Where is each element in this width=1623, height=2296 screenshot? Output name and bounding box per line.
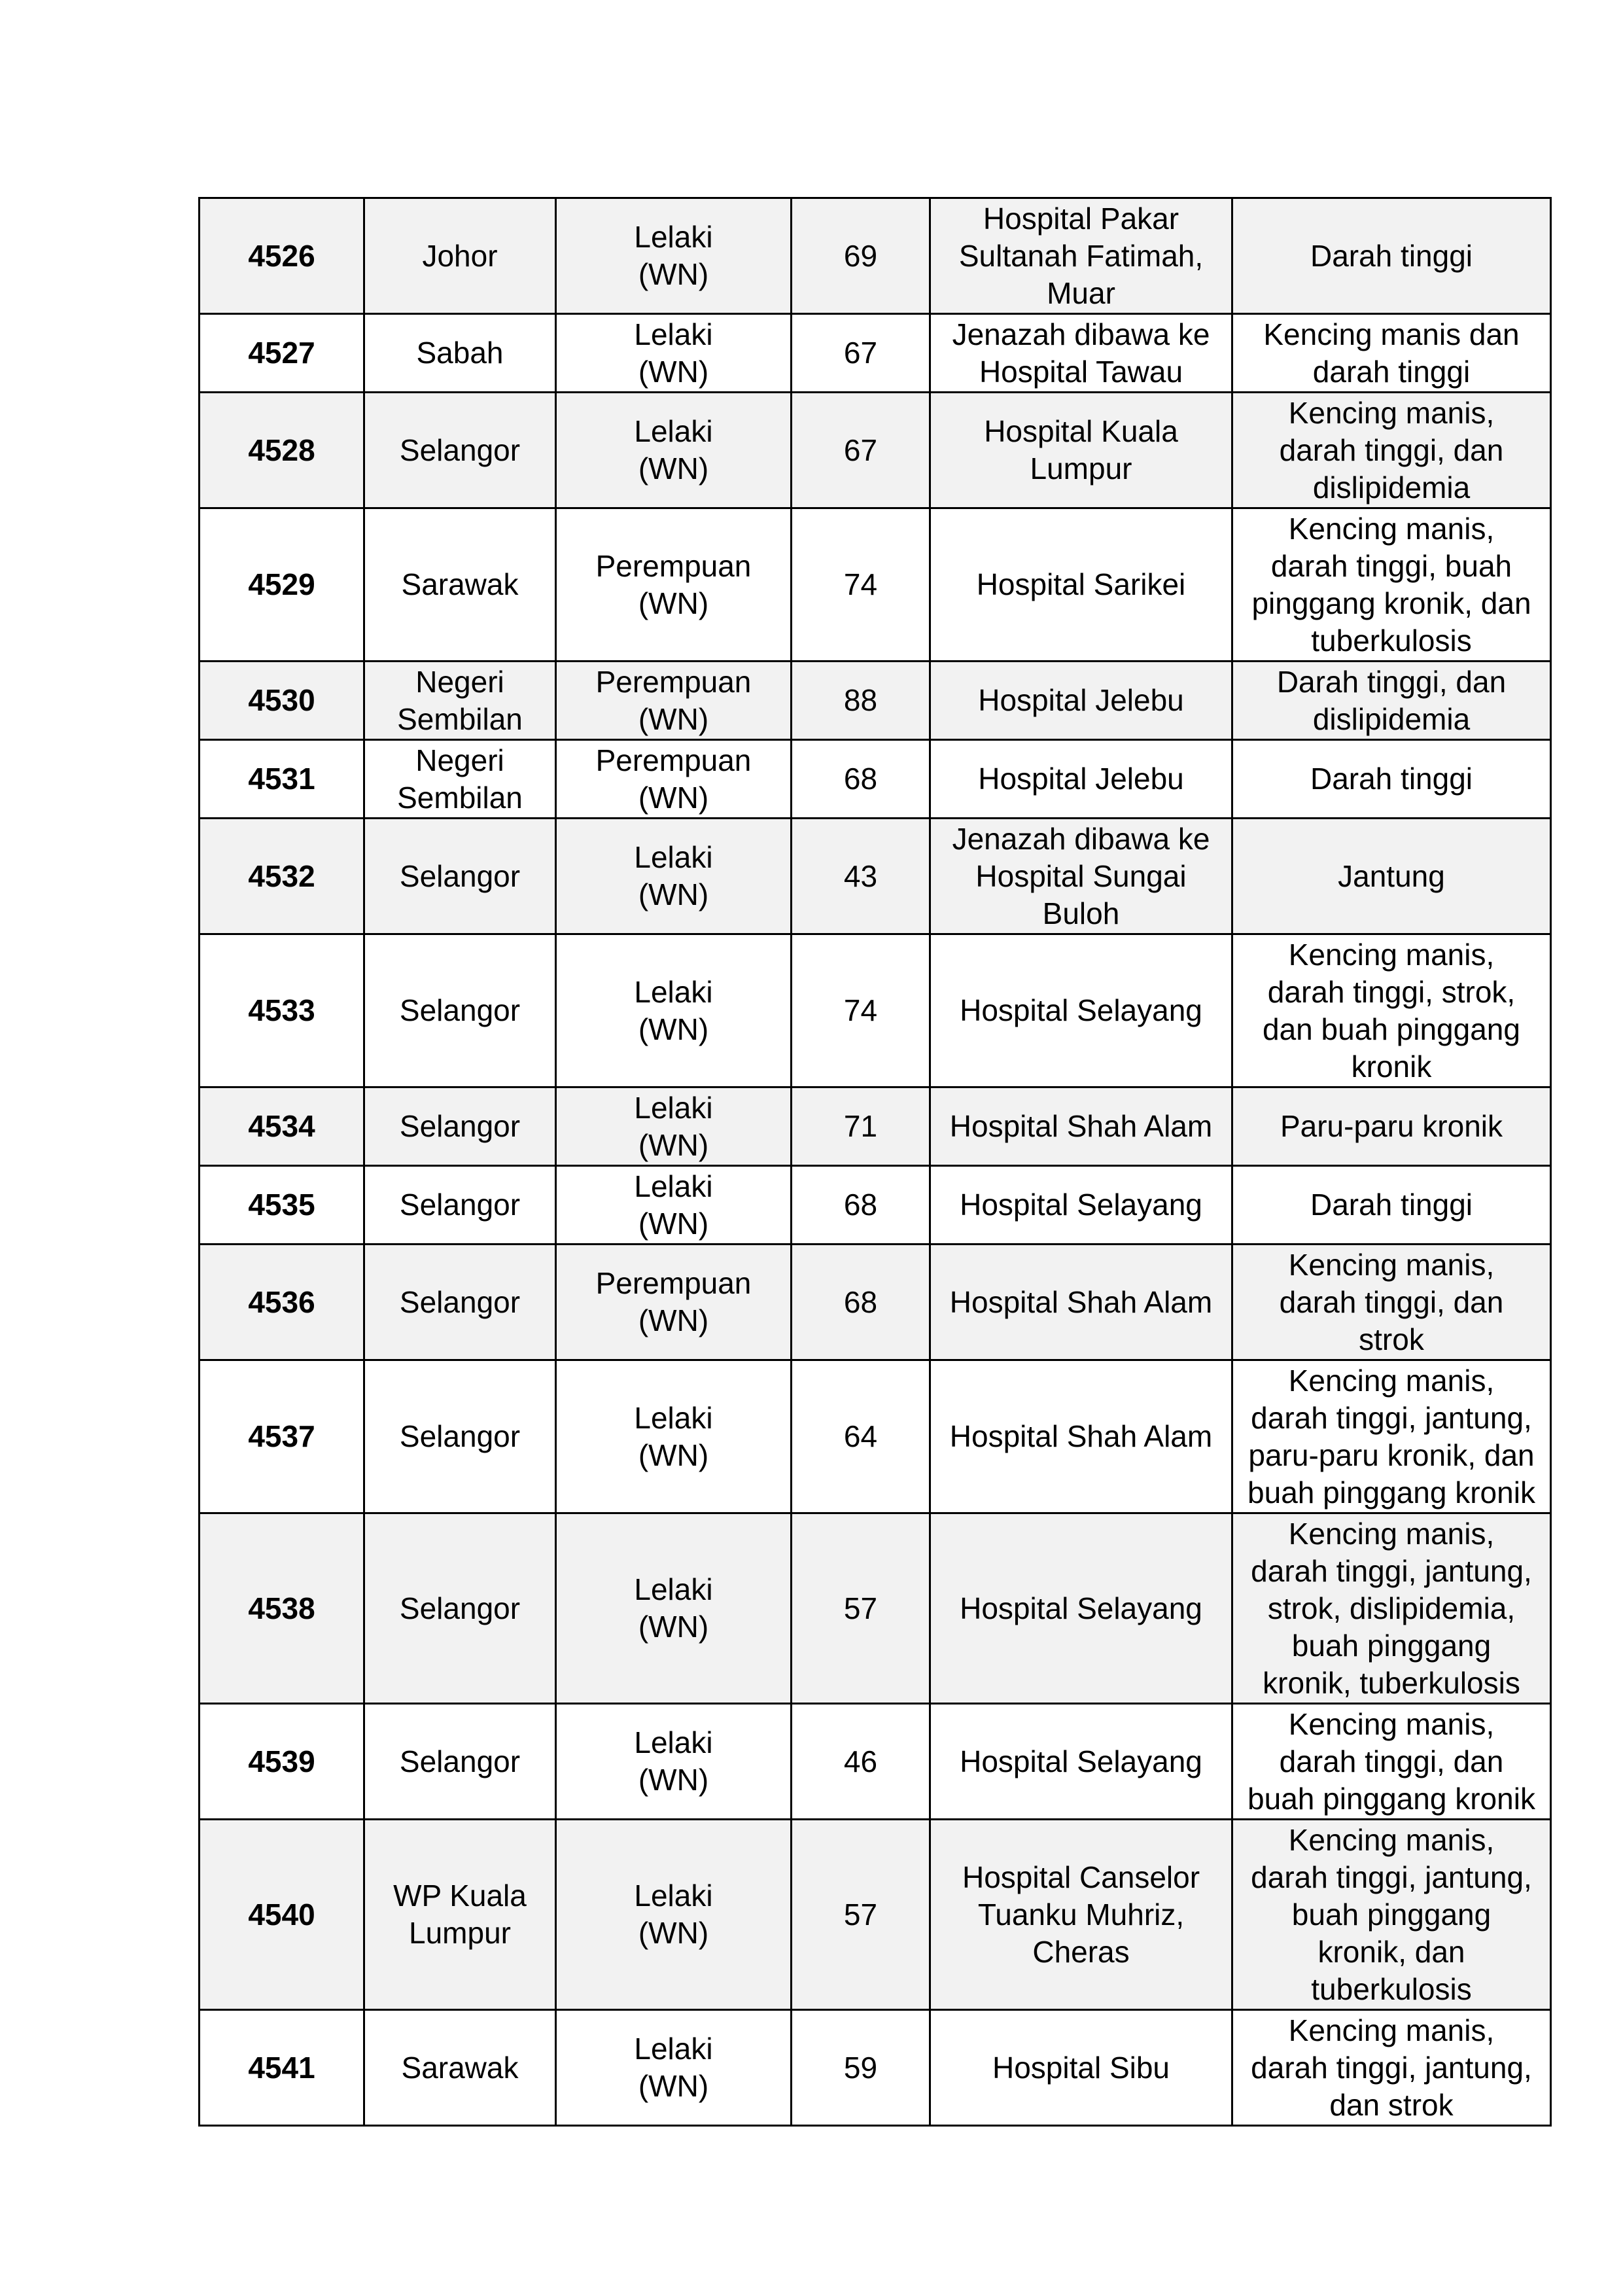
comorbidity-cell-line: Kencing manis,: [1288, 2013, 1495, 2047]
gender-cell: [556, 1166, 792, 1245]
gender-cell: [556, 1513, 792, 1704]
table-row: [200, 1166, 1551, 1245]
gender-cell: [556, 934, 792, 1087]
comorbidity-cell: [1232, 819, 1551, 934]
state-cell-line: Lumpur: [409, 1916, 511, 1950]
table-row: [200, 662, 1551, 740]
place-of-death-cell: [930, 819, 1232, 934]
comorbidity-cell-line: darah tinggi, strok,: [1267, 974, 1516, 1009]
comorbidity-cell: [1232, 1820, 1551, 2010]
place-of-death-cell-line: Tuanku Muhriz,: [977, 1897, 1185, 1932]
age-cell: 74: [792, 508, 930, 662]
place-of-death-cell-line: Muar: [1047, 275, 1115, 310]
comorbidity-cell-line: darah tinggi, dan: [1279, 433, 1504, 467]
age-cell: 74: [792, 934, 930, 1087]
case-number-cell: 4541: [200, 2010, 364, 2126]
gender-cell-line: Lelaki: [634, 1725, 713, 1759]
comorbidity-cell-line: Kencing manis,: [1288, 1247, 1495, 1282]
gender-cell: [556, 1360, 792, 1513]
state-cell-line: Selangor: [399, 993, 521, 1027]
state-cell-line: Sarawak: [401, 567, 519, 601]
comorbidity-cell: [1232, 393, 1551, 508]
age-cell: 59: [792, 2010, 930, 2126]
comorbidity-cell: [1232, 1360, 1551, 1513]
age-cell: 68: [792, 740, 930, 819]
case-number-cell: 4535: [200, 1166, 364, 1245]
case-number-cell: 4537: [200, 1360, 364, 1513]
gender-cell: [556, 1704, 792, 1820]
comorbidity-cell-line: buah pinggang kronik: [1248, 1781, 1535, 1816]
state-cell-line: Selangor: [399, 1109, 521, 1143]
comorbidity-cell-line: tuberkulosis: [1311, 623, 1472, 658]
gender-cell-line: Lelaki: [634, 414, 713, 448]
state-cell-line: Selangor: [399, 1419, 521, 1453]
state-cell: [364, 740, 556, 819]
gender-cell-line: Lelaki: [634, 220, 713, 254]
gender-cell-line: (WN): [638, 1012, 709, 1046]
comorbidity-cell-line: darah tinggi, jantung,: [1251, 1860, 1532, 1894]
gender-cell-line: (WN): [638, 780, 709, 815]
case-number-cell: 4534: [200, 1087, 364, 1166]
state-cell: [364, 508, 556, 662]
state-cell: [364, 314, 556, 393]
comorbidity-cell-line: Kencing manis,: [1288, 1516, 1495, 1551]
state-cell-line: Selangor: [399, 1744, 521, 1778]
gender-cell: [556, 198, 792, 314]
place-of-death-cell: [930, 934, 1232, 1087]
gender-cell-line: (WN): [638, 586, 709, 620]
gender-cell: [556, 662, 792, 740]
gender-cell-line: Lelaki: [634, 1572, 713, 1606]
gender-cell-line: (WN): [638, 1303, 709, 1337]
age-cell: 57: [792, 1820, 930, 2010]
comorbidity-cell: [1232, 1087, 1551, 1166]
gender-cell: [556, 1820, 792, 2010]
comorbidity-cell: [1232, 314, 1551, 393]
age-cell: 69: [792, 198, 930, 314]
comorbidity-cell-line: darah tinggi, buah: [1270, 548, 1512, 583]
age-cell: 57: [792, 1513, 930, 1704]
gender-cell-line: Lelaki: [634, 974, 713, 1009]
age-cell: 68: [792, 1166, 930, 1245]
gender-cell: [556, 740, 792, 819]
place-of-death-cell-line: Buloh: [1042, 896, 1120, 930]
table-row: [200, 1820, 1551, 2010]
table-body: [200, 198, 1551, 2126]
comorbidity-cell-line: buah pinggang kronik: [1248, 1475, 1535, 1510]
table-row: [200, 1513, 1551, 1704]
comorbidity-cell-line: darah tinggi: [1312, 354, 1471, 389]
case-number-cell: 4532: [200, 819, 364, 934]
table-row: [200, 819, 1551, 934]
gender-cell: [556, 1087, 792, 1166]
gender-cell: [556, 2010, 792, 2126]
state-cell-line: Selangor: [399, 1591, 521, 1625]
state-cell: [364, 1245, 556, 1360]
place-of-death-cell-line: Hospital Selayang: [960, 1188, 1202, 1222]
state-cell: [364, 1087, 556, 1166]
comorbidity-cell-line: Jantung: [1338, 858, 1445, 893]
comorbidity-cell-line: darah tinggi, dan: [1279, 1284, 1504, 1319]
state-cell-line: Sembilan: [397, 701, 523, 736]
gender-cell: [556, 393, 792, 508]
place-of-death-cell-line: Jenazah dibawa ke: [952, 317, 1210, 351]
place-of-death-cell-line: Hospital Selayang: [960, 1591, 1202, 1625]
case-number-cell: 4530: [200, 662, 364, 740]
table-row: [200, 1704, 1551, 1820]
gender-cell-line: (WN): [638, 257, 709, 291]
age-cell: 64: [792, 1360, 930, 1513]
case-number-cell: 4527: [200, 314, 364, 393]
comorbidity-cell: [1232, 1513, 1551, 1704]
place-of-death-cell: [930, 1087, 1232, 1166]
comorbidity-cell-line: Kencing manis,: [1288, 1822, 1495, 1857]
death-cases-table: [198, 197, 1552, 2127]
age-cell: 67: [792, 314, 930, 393]
comorbidity-cell-line: Darah tinggi: [1310, 762, 1473, 796]
gender-cell-line: (WN): [638, 1610, 709, 1644]
age-cell: 67: [792, 393, 930, 508]
state-cell-line: WP Kuala: [393, 1879, 527, 1913]
comorbidity-cell-line: Paru-paru kronik: [1280, 1109, 1503, 1143]
place-of-death-cell-line: Sultanah Fatimah,: [958, 238, 1204, 273]
comorbidity-cell-line: strok: [1359, 1322, 1424, 1356]
comorbidity-cell-line: buah pinggang: [1291, 1628, 1492, 1663]
comorbidity-cell-line: Darah tinggi, dan: [1276, 664, 1507, 699]
table-row: [200, 1360, 1551, 1513]
gender-cell-line: Lelaki: [634, 2032, 713, 2066]
table-row: [200, 1087, 1551, 1166]
place-of-death-cell-line: Hospital Jelebu: [978, 762, 1184, 796]
comorbidity-cell: [1232, 1704, 1551, 1820]
gender-cell-line: Lelaki: [634, 840, 713, 874]
gender-cell: [556, 1245, 792, 1360]
place-of-death-cell-line: Hospital Sungai: [975, 858, 1187, 893]
age-cell: 68: [792, 1245, 930, 1360]
place-of-death-cell-line: Hospital Selayang: [960, 993, 1202, 1027]
gender-cell-line: Lelaki: [634, 1400, 713, 1435]
comorbidity-cell: [1232, 662, 1551, 740]
comorbidity-cell-line: Kencing manis,: [1288, 395, 1495, 430]
place-of-death-cell: [930, 662, 1232, 740]
case-number-cell: 4540: [200, 1820, 364, 2010]
state-cell: [364, 1513, 556, 1704]
state-cell-line: Sembilan: [397, 780, 523, 815]
place-of-death-cell-line: Hospital Canselor: [962, 1860, 1200, 1894]
gender-cell-line: (WN): [638, 1438, 709, 1472]
gender-cell-line: (WN): [638, 877, 709, 911]
case-number-cell: 4529: [200, 508, 364, 662]
place-of-death-cell: [930, 1820, 1232, 2010]
age-cell: 46: [792, 1704, 930, 1820]
case-number-cell: 4533: [200, 934, 364, 1087]
state-cell-line: Johor: [422, 238, 498, 273]
comorbidity-cell-line: dislipidemia: [1312, 701, 1471, 736]
gender-cell-line: (WN): [638, 354, 709, 389]
gender-cell-line: Lelaki: [634, 1879, 713, 1913]
place-of-death-cell-line: Jenazah dibawa ke: [952, 821, 1210, 856]
age-cell: 43: [792, 819, 930, 934]
gender-cell-line: (WN): [638, 2069, 709, 2103]
gender-cell: [556, 314, 792, 393]
comorbidity-cell-line: kronik, tuberkulosis: [1263, 1665, 1520, 1700]
place-of-death-cell-line: Hospital Selayang: [960, 1744, 1202, 1778]
gender-cell-line: Lelaki: [634, 1169, 713, 1203]
state-cell-line: Negeri: [415, 743, 504, 777]
state-cell-line: Negeri: [415, 664, 504, 699]
comorbidity-cell-line: paru-paru kronik, dan: [1248, 1438, 1535, 1472]
state-cell-line: Selangor: [399, 858, 521, 893]
comorbidity-cell-line: darah tinggi, jantung,: [1251, 1553, 1532, 1588]
gender-cell-line: Perempuan: [595, 1266, 752, 1300]
comorbidity-cell-line: Kencing manis dan: [1263, 317, 1520, 351]
comorbidity-cell-line: buah pinggang: [1291, 1897, 1492, 1932]
gender-cell-line: Lelaki: [634, 1090, 713, 1125]
comorbidity-cell: [1232, 1166, 1551, 1245]
case-number-cell: 4536: [200, 1245, 364, 1360]
age-cell: 88: [792, 662, 930, 740]
case-number-cell: 4531: [200, 740, 364, 819]
place-of-death-cell: [930, 393, 1232, 508]
table-row: [200, 740, 1551, 819]
comorbidity-cell-line: Kencing manis,: [1288, 1706, 1495, 1741]
table-row: [200, 1245, 1551, 1360]
comorbidity-cell-line: kronik, dan: [1318, 1934, 1465, 1969]
state-cell: [364, 1166, 556, 1245]
place-of-death-cell-line: Hospital Kuala: [984, 414, 1178, 448]
comorbidity-cell-line: darah tinggi, jantung,: [1251, 1400, 1532, 1435]
state-cell-line: Selangor: [399, 433, 521, 467]
age-cell: 71: [792, 1087, 930, 1166]
gender-cell-line: Perempuan: [595, 664, 752, 699]
gender-cell-line: Perempuan: [595, 548, 752, 583]
state-cell-line: Sabah: [416, 336, 504, 370]
state-cell: [364, 662, 556, 740]
case-number-cell: 4528: [200, 393, 364, 508]
comorbidity-cell-line: kronik: [1351, 1049, 1432, 1084]
place-of-death-cell-line: Hospital Pakar: [983, 201, 1179, 236]
comorbidity-cell-line: darah tinggi, dan: [1279, 1744, 1504, 1778]
place-of-death-cell: [930, 2010, 1232, 2126]
case-number-cell: 4539: [200, 1704, 364, 1820]
state-cell: [364, 1360, 556, 1513]
case-number-cell: 4538: [200, 1513, 364, 1704]
comorbidity-cell: [1232, 198, 1551, 314]
comorbidity-cell-line: Darah tinggi: [1310, 1188, 1473, 1222]
place-of-death-cell-line: Hospital Sarikei: [976, 567, 1186, 601]
comorbidity-cell-line: Darah tinggi: [1310, 238, 1473, 273]
comorbidity-cell: [1232, 934, 1551, 1087]
gender-cell-line: (WN): [638, 1916, 709, 1950]
table-row: [200, 314, 1551, 393]
state-cell: [364, 1820, 556, 2010]
table-row: [200, 198, 1551, 314]
place-of-death-cell-line: Hospital Jelebu: [978, 683, 1184, 717]
gender-cell-line: Perempuan: [595, 743, 752, 777]
place-of-death-cell: [930, 1166, 1232, 1245]
comorbidity-cell: [1232, 740, 1551, 819]
place-of-death-cell: [930, 1360, 1232, 1513]
comorbidity-cell: [1232, 1245, 1551, 1360]
state-cell: [364, 819, 556, 934]
place-of-death-cell: [930, 1245, 1232, 1360]
place-of-death-cell: [930, 314, 1232, 393]
table-row: [200, 2010, 1551, 2126]
table-row: [200, 393, 1551, 508]
gender-cell-line: (WN): [638, 1127, 709, 1162]
place-of-death-cell-line: Hospital Shah Alam: [949, 1419, 1213, 1453]
place-of-death-cell-line: Hospital Sibu: [992, 2050, 1170, 2085]
gender-cell-line: Lelaki: [634, 317, 713, 351]
place-of-death-cell-line: Hospital Shah Alam: [949, 1284, 1213, 1319]
comorbidity-cell: [1232, 508, 1551, 662]
place-of-death-cell-line: Cheras: [1032, 1934, 1130, 1969]
comorbidity-cell-line: darah tinggi, jantung,: [1251, 2050, 1532, 2085]
state-cell-line: Selangor: [399, 1188, 521, 1222]
place-of-death-cell: [930, 198, 1232, 314]
place-of-death-cell: [930, 508, 1232, 662]
comorbidity-cell-line: Kencing manis,: [1288, 937, 1495, 972]
place-of-death-cell-line: Hospital Shah Alam: [949, 1109, 1213, 1143]
place-of-death-cell: [930, 740, 1232, 819]
case-number-cell: 4526: [200, 198, 364, 314]
gender-cell-line: (WN): [638, 701, 709, 736]
state-cell-line: Selangor: [399, 1284, 521, 1319]
state-cell: [364, 198, 556, 314]
place-of-death-cell-line: Hospital Tawau: [979, 354, 1183, 389]
gender-cell-line: (WN): [638, 451, 709, 486]
comorbidity-cell-line: dislipidemia: [1312, 470, 1471, 504]
comorbidity-cell-line: pinggang kronik, dan: [1251, 586, 1531, 620]
comorbidity-cell-line: Kencing manis,: [1288, 1363, 1495, 1398]
table-row: [200, 934, 1551, 1087]
comorbidity-cell: [1232, 2010, 1551, 2126]
state-cell: [364, 393, 556, 508]
comorbidity-cell-line: dan buah pinggang: [1263, 1012, 1520, 1046]
state-cell: [364, 2010, 556, 2126]
state-cell-line: Sarawak: [401, 2050, 519, 2085]
table-row: [200, 508, 1551, 662]
state-cell: [364, 934, 556, 1087]
gender-cell: [556, 508, 792, 662]
gender-cell-line: (WN): [638, 1763, 709, 1797]
comorbidity-cell-line: tuberkulosis: [1311, 1971, 1472, 2006]
gender-cell-line: (WN): [638, 1206, 709, 1241]
place-of-death-cell-line: Lumpur: [1030, 451, 1132, 486]
state-cell: [364, 1704, 556, 1820]
comorbidity-cell-line: dan strok: [1329, 2087, 1454, 2122]
place-of-death-cell: [930, 1513, 1232, 1704]
place-of-death-cell: [930, 1704, 1232, 1820]
comorbidity-cell-line: strok, dislipidemia,: [1267, 1591, 1516, 1625]
gender-cell: [556, 819, 792, 934]
comorbidity-cell-line: Kencing manis,: [1288, 511, 1495, 546]
